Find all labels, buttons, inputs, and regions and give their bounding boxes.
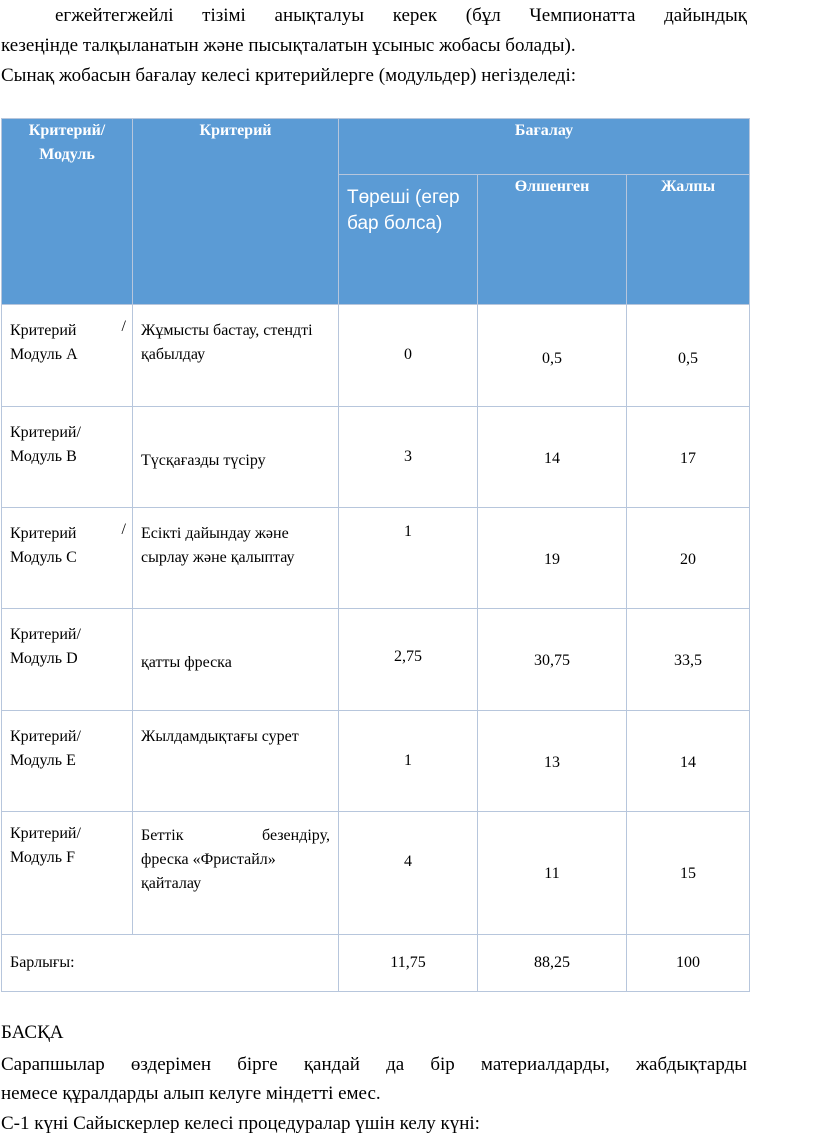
assessment-table — [1, 118, 750, 992]
intro-line-1: егжейтегжейлі тізімі анықталуы керек (бұл Чемпионатта дайындық — [55, 5, 747, 26]
header-criterion: Критерий — [133, 119, 339, 305]
row-criterion-cell: Беттік безендіру, фреска «Фристайл» қайталау — [133, 812, 339, 935]
footer-total-cell: 100 — [627, 935, 750, 992]
header-criterion-module: Критерий/ Модуль — [2, 119, 133, 305]
intro-line-2: кезеңінде талқыланатын және пысықталатын ұсыныс жобасы болады). — [1, 35, 576, 56]
row-measured-cell: 11 — [478, 812, 627, 935]
row-total-cell: 17 — [627, 407, 750, 508]
other-line-2: немесе құралдарды алып келуге міндетті емес. — [1, 1083, 381, 1104]
row-measured-cell: 13 — [478, 711, 627, 812]
row-module-cell: Критерий / Модуль А — [2, 305, 133, 407]
other-line-3: С-1 күні Сайыскерлер келесі процедуралар үшін келу күні: — [1, 1113, 480, 1134]
table-row — [2, 609, 750, 711]
row-total-cell: 14 — [627, 711, 750, 812]
row-judge-cell: 1 — [339, 711, 478, 812]
footer-measured-cell: 88,25 — [478, 935, 627, 992]
header-assessment: Бағалау — [339, 119, 750, 175]
row-measured-cell: 14 — [478, 407, 627, 508]
table-footer-row — [2, 935, 750, 992]
row-module-cell: Критерий/ Модуль F — [2, 812, 133, 935]
row-measured-cell: 19 — [478, 508, 627, 609]
intro-line-3: Сынақ жобасын бағалау келесі критерийлерге (модульдер) негізделеді: — [1, 65, 577, 86]
row-module-cell: Критерий/ Модуль Е — [2, 711, 133, 812]
row-judge-cell: 2,75 — [339, 609, 478, 711]
row-criterion-cell: Жылдамдықтағы сурет — [133, 711, 339, 812]
table-row — [2, 508, 750, 609]
row-total-cell: 33,5 — [627, 609, 750, 711]
footer-label-cell: Барлығы: — [2, 935, 339, 992]
row-total-cell: 20 — [627, 508, 750, 609]
table-row — [2, 305, 750, 407]
row-judge-cell: 0 — [339, 305, 478, 407]
row-criterion-cell: қатты фреска — [133, 609, 339, 711]
row-total-cell: 0,5 — [627, 305, 750, 407]
row-criterion-cell: Жұмысты бастау, стендті қабылдау — [133, 305, 339, 407]
header-total: Жалпы — [627, 175, 750, 305]
header-measured: Өлшенген — [478, 175, 627, 305]
row-judge-cell: 3 — [339, 407, 478, 508]
row-module-cell: Критерий/ Модуль D — [2, 609, 133, 711]
table-row — [2, 711, 750, 812]
row-module-cell: Критерий/ Модуль В — [2, 407, 133, 508]
footer-judge-cell: 11,75 — [339, 935, 478, 992]
other-heading: БАСҚА — [1, 1022, 64, 1043]
row-total-cell: 15 — [627, 812, 750, 935]
row-judge-cell: 1 — [339, 508, 478, 609]
table-row — [2, 407, 750, 508]
row-criterion-cell: Есікті дайындау және сырлау және қалыптау — [133, 508, 339, 609]
row-criterion-cell: Түсқағазды түсіру — [133, 407, 339, 508]
row-measured-cell: 30,75 — [478, 609, 627, 711]
other-line-1: Сарапшылар өздерімен бірге қандай да бір материалдарды, жабдықтарды — [1, 1054, 747, 1075]
table-row — [2, 812, 750, 935]
row-measured-cell: 0,5 — [478, 305, 627, 407]
row-module-cell: Критерий / Модуль С — [2, 508, 133, 609]
row-judge-cell: 4 — [339, 812, 478, 935]
header-judge: Төреші (егер бар болса) — [339, 175, 478, 305]
